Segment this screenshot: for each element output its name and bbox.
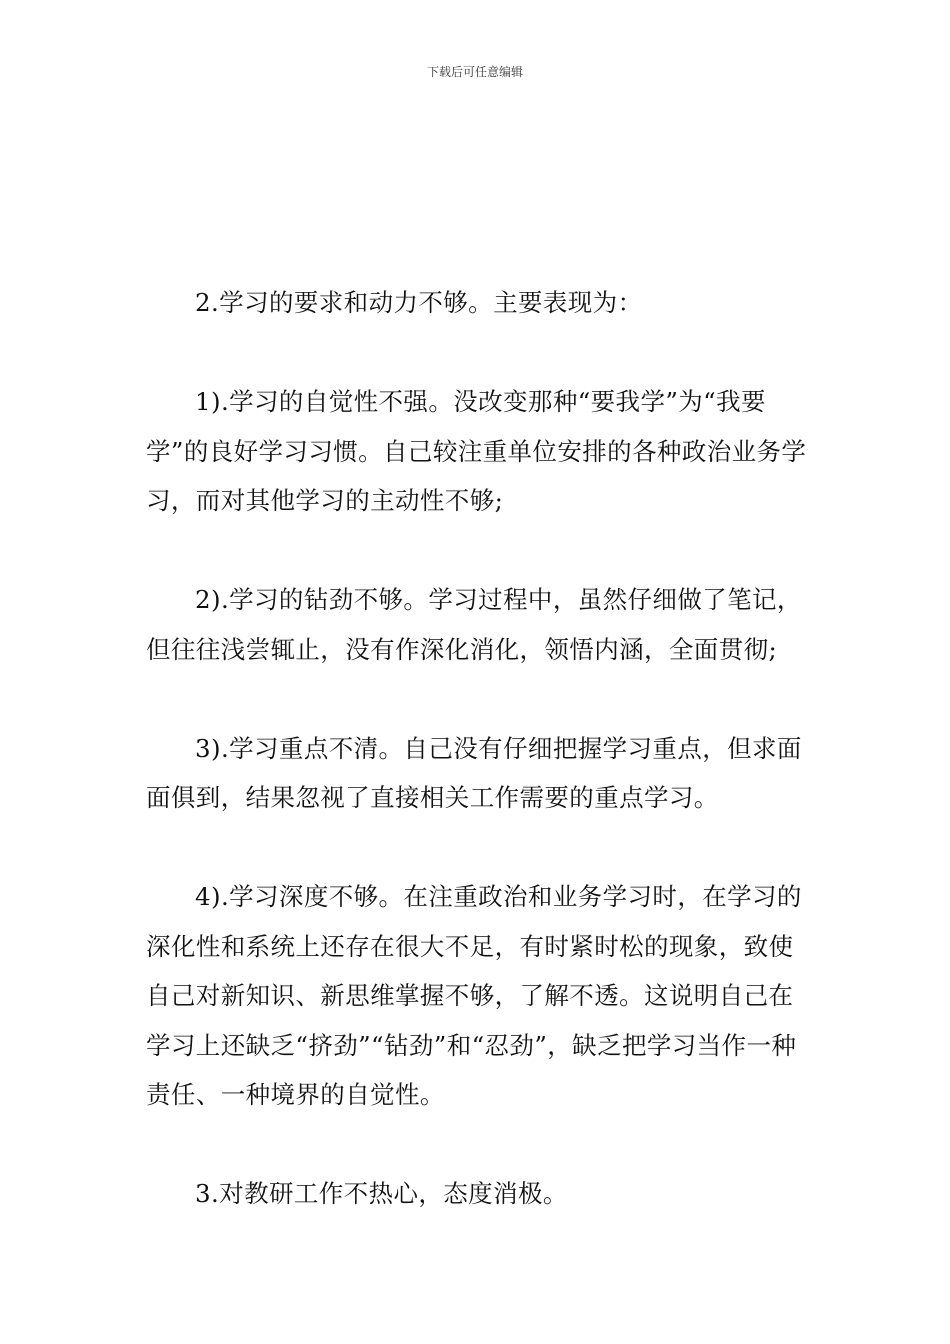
paragraph-gap [146, 823, 810, 873]
paragraph-section-3-heading: 3.对教研工作不热心，态度消极。 [195, 1179, 568, 1208]
header-note: 下载后可任意编辑 [426, 65, 523, 79]
paragraph-section-2-heading: 2.学习的要求和动力不够。主要表现为： [195, 288, 643, 317]
paragraph-gap [146, 328, 810, 378]
paragraph-gap [146, 1120, 810, 1170]
paragraph-gap [146, 674, 810, 724]
paragraph-item-3: 3).学习重点不清。自己没有仔细把握学习重点，但求面面俱到，结果忽视了直接相关工作需要的重点学习。 [146, 733, 802, 812]
paragraph-item-4: 4).学习深度不够。在注重政治和业务学习时，在学习的深化性和系统上还存在很大不足，有时紧时松的现象，致使自己对新知识、新思维掌握不够，了解不透。这说明自己在学习上还缺乏“挤劲”“钻劲”和“忍劲”，缺乏把学习当作一种责任、一种境界的自觉性。 [146, 882, 802, 1109]
document-body [146, 278, 810, 1219]
paragraph-item-1: 1).学习的自觉性不强。没改变那种“要我学”为“我要学”的良好学习习惯。自己较注重单位安排的各种政治业务学习，而对其他学习的主动性不够; [146, 387, 807, 515]
paragraph-gap [146, 526, 810, 576]
paragraph-item-2: 2).学习的钻劲不够。学习过程中，虽然仔细做了笔记，但往往浅尝辄止，没有作深化消化，领悟内涵，全面贯彻; [146, 585, 802, 664]
